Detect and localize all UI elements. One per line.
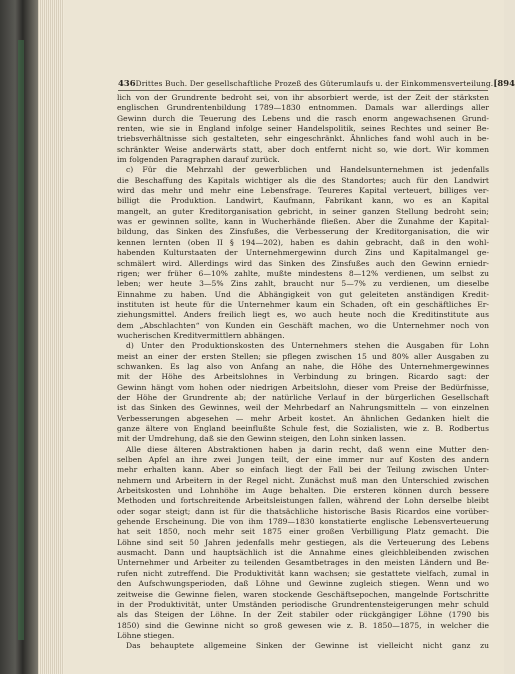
text-line: renten, wie sie in England infolge seiner Handelspolitik, seines Rechtes und seiner Be- (117, 124, 489, 134)
text-line: wucherischen Kreditvermittlern abhängen. (117, 330, 285, 340)
text-line: mangelt, an guter Kreditorganisation gebricht, in seiner ganzen Stellung bedroht sein; (117, 206, 489, 216)
text-line: der Höhe der Grundrente ab; der natürliche Verlauf in der bürgerlichen Gesellschaft (117, 392, 489, 402)
text-line: bildung, das Sinken des Zinsfußes, die Verbesserung der Kreditorganisation, die wir (117, 227, 489, 237)
text-line: die Beschaffung des Kapitals wichtiger als die des Standortes; auch für den Landwirt (117, 175, 489, 185)
page-number: 436 (118, 78, 136, 88)
text-line: Gewinn hängt vom hohen oder niedrigen Arbeitslohn, dieser vom Preise der Bedürfnisse, (117, 382, 489, 392)
text-line: Arbeitskosten und Lohnhöhe im Auge behalten. Die ersteren können durch bessere (117, 486, 489, 496)
text-line: c) Für die Mehrzahl der gewerblichen und Handelsunternehmen ist jedenfalls (126, 165, 489, 175)
book-binding (0, 0, 38, 674)
text-line: zeitweise die Gewinne fielen, waren stockende Geschäftsepochen, mangelnde Fortschritte (117, 589, 489, 599)
text-line: 1850) sind die Gewinne nicht so groß gewesen wie z. B. 1850—1875, in welcher die (117, 620, 489, 630)
section-number: [894 (493, 78, 515, 88)
text-line: Alle diese älteren Abstraktionen haben ja darin recht, daß wenn eine Mutter den- (126, 444, 489, 454)
text-line: schwanken. Es lag also von Anfang an nahe, die Höhe des Unternehmergewinnes (117, 361, 489, 371)
text-line: gehende Erscheinung. Die von ihm 1789—1830 konstatierte englische Lebensverteuerung (117, 517, 489, 527)
text-line: mehr erhalten kann. Aber so einfach liegt der Fall bei der Teilung zwischen Unter- (117, 465, 489, 475)
text-line: nehmern und Arbeitern in der Regel nicht. Zunächst muß man den Unterschied zwischen (117, 475, 489, 485)
text-line: lich von der Grundrente bedroht sei, von ihr absorbiert werde, ist der Zeit der stärksten (117, 93, 489, 102)
text-line: mit der Umdrehung, daß sie den Gewinn steigen, den Lohn sinken lassen. (117, 434, 407, 444)
text-line: meist an einer der ersten Stellen; sie pflegen zwischen 15 und 80% aller Ausgaben zu (117, 351, 489, 361)
text-line: Unternehmer und Arbeiter zu teilenden Gesamtbetrages in den meisten Ländern und Be- (117, 558, 489, 568)
text-line: Löhne stiegen. (117, 630, 175, 640)
text-line: rigen; wer früher 6—10% zahlte, mußte mindestens 8—12% verdienen, um selbst zu (117, 268, 489, 278)
text-line: kennen lernten (oben II § 194—202), haben es dahin gebracht, daß in den wohl- (117, 237, 489, 247)
running-title: Drittes Buch. Der gesellschaftliche Prozeß des Güterumlaufs u. der Einkommensverteilung. (135, 79, 494, 88)
text-line: triebsverhältnisse sich gestalteten, sehr eingeschränkt. Ähnliches fand wohl auch in be- (117, 134, 489, 144)
text-line: habenden Kulturstaaten der Unternehmergewinn durch Zins und Kapitalmangel ge- (117, 248, 489, 258)
text-line: leben; wer heute 3—5% Zins zahlt, braucht nur 5—7% zu verdienen, um dieselbe (117, 279, 489, 289)
text-line: im folgenden Paragraphen darauf zurück. (117, 155, 280, 165)
text-line: Einnahme zu haben. Und die Abhängigkeit von gut geleiteten anständigen Kredit- (117, 289, 489, 299)
text-line: was er gewinnen sollte, kann in Wucherhände fließen. Aber die Zunahme der Kapital- (117, 217, 489, 227)
text-line: als das Steigen der Löhne. In der Zeit stabiler oder rückgängiger Löhne (1790 bis (117, 610, 489, 620)
text-line: schmälert wird. Allerdings wird das Sinken des Zinsfußes auch den Gewinn erniedr- (117, 258, 489, 268)
text-line: dem „Abschlachten“ von Kunden ein Geschäft machen, wo die Unternehmer noch von (117, 320, 489, 330)
text-line: englischen Grundrentenbildung 1789—1830 entnommen. Damals war allerdings aller (117, 103, 489, 113)
text-line: ist das Sinken des Gewinnes, weil der Mehrbedarf an Nahrungsmitteln — von einzelnen (117, 403, 489, 413)
text-line: Verbesserungen abgesehen — mehr Arbeit kostet. An ähnlichen Gedanken hielt die (117, 413, 489, 423)
body-text (117, 93, 489, 652)
text-line: oder sogar steigt; dann ist für die thatsächliche historische Basis Ricardos eine vorüber- (117, 506, 489, 516)
text-line: ganze ältere von England beeinflußte Schule fest, die Sozialisten, wie z. B. Rodbertus (117, 424, 489, 433)
text-line: d) Unter den Produktionskosten des Unternehmers stehen die Ausgaben für Lohn (126, 341, 489, 351)
text-line: billigt die Produktion. Landwirt, Kaufmann, Fabrikant kann, wo es an Kapital (117, 196, 489, 206)
text-line: wird das mehr und mehr eine Lebensfrage. Teureres Kapital verteuert, billiges ver- (117, 186, 489, 196)
text-line: Löhne sind seit 50 Jahren jedenfalls mehr gestiegen, als die Verteuerung des Lebens (117, 537, 489, 547)
text-line: rufen nicht zutreffend. Die Produktivität kann wachsen; sie gestattete vielfach, zumal in (117, 568, 489, 578)
text-line: selben Apfel an ihre zwei Jungen teilt, der eine immer nur auf Kosten des andern (117, 455, 489, 465)
running-header (118, 77, 515, 91)
text-line: Methoden und fortschreitende Arbeitsleistungen fallen, während der Lohn derselbe bleibt (117, 496, 489, 506)
text-line: hat seit 1850, noch mehr seit 1875 einer großen Verbilligung Platz gemacht. Die (117, 527, 489, 537)
text-line: ausmacht. Dann und hauptsächlich ist die Annahme eines gleichbleibenden zwischen (117, 548, 489, 558)
text-line: mit der Höhe des Arbeitslohnes in Verbindung zu bringen. Ricardo sagt: der (117, 372, 489, 382)
text-line: Gewinn durch die Teuerung des Lebens und die rasch enorm angewachsenen Grund- (117, 113, 489, 123)
text-line: Das behauptete allgemeine Sinken der Gewinne ist vielleicht nicht ganz zu (126, 641, 489, 651)
text-line: in der Produktivität, unter Umständen periodische Grundrentensteigerungen mehr schuld (117, 599, 489, 609)
text-line: ziehungsmittel. Anders freilich liegt es, wo auch heute noch die Kreditinstitute aus (117, 310, 489, 320)
page-edges (38, 0, 64, 674)
text-line: schränkter Weise anderwärts statt, aber doch entfernt nicht so, wie dort. Wir kommen (117, 144, 489, 154)
text-line: den Aufschwungsperioden, daß Löhne und Gewinne zugleich stiegen. Wenn und wo (117, 579, 489, 589)
text-line: instituten ist heute für die Unternehmer kaum ein Schaden, oft ein geschäftliches Er- (117, 299, 489, 309)
